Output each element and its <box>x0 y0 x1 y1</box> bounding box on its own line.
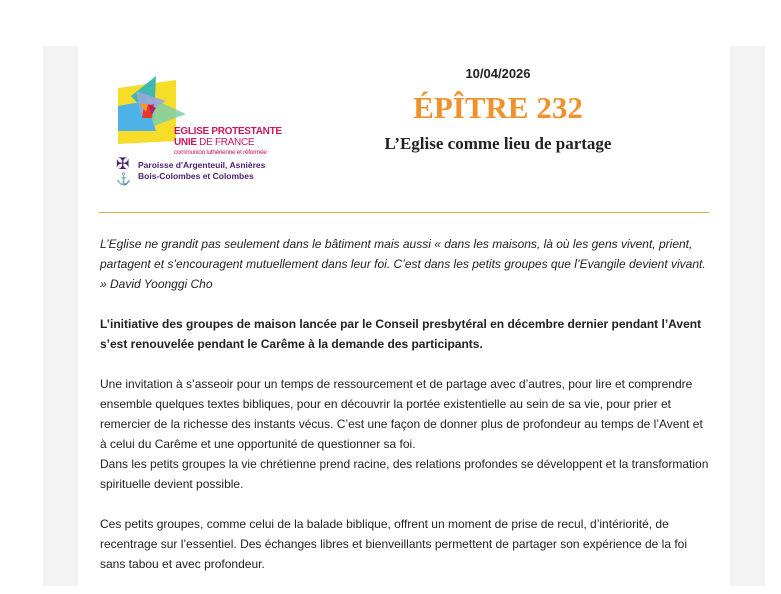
huguenot-cross-icon: ✠ ⚓ <box>116 156 131 186</box>
quote-paragraph: L’Eglise ne grandit pas seulement dans le bâtiment mais aussi « dans les maisons, là où les gens vivent, prient, partagent et s’encouragent mutuellement dans leur foi. C’est dans les petits groupes que l’Evangile devient vivant. » David Yoonggi Cho <box>100 237 706 291</box>
logo-line2a: UNIE <box>174 137 197 148</box>
paragraph-2: Ces petits groupes, comme celui de la balade biblique, offrent un moment de prise de recul, d’intériorité, de recentrage sur l’essentiel. Des échanges libres et bienveillants permettent de partager son expérience de la foi sans tabou et avec profondeur. <box>100 517 688 571</box>
church-logo <box>116 76 296 186</box>
paragraph-1b: Dans les petits groupes la vie chrétienne prend racine, des relations profondes se développent et la transformation spirituelle devient possible. <box>100 457 709 491</box>
logo-line2b: DE FRANCE <box>196 137 255 148</box>
paragraph-1: Une invitation à s’asseoir pour un temps de ressourcement et de partage avec d’autres, pour lire et comprendre ensemble quelques textes bibliques, pour en découvrir la portée existentielle au sein de sa vie, pour prier et remercier de la richesse des instants vécus. C’est une façon de donner plus de profondeur au temps de l’Avent et à celui du Carême et une opportunité de questionner sa foi. <box>100 377 703 451</box>
logo-line4: Paroisse d'Argenteuil, Asnières <box>138 160 266 170</box>
divider <box>99 212 709 213</box>
page-title: ÉPÎTRE 232 <box>413 90 583 125</box>
newsletter-card <box>78 46 730 586</box>
article-body <box>100 234 712 594</box>
page-subtitle: L’Eglise comme lieu de partage <box>384 134 612 153</box>
intro-paragraph: L’initiative des groupes de maison lancée par le Conseil presbytéral en décembre dernier pendant l’Avent s’est renouvelée pendant le Carême à la demande des participants. <box>100 317 702 351</box>
logo-line3: communion luthérienne et réformée <box>174 149 267 156</box>
date: 10/04/2026 <box>465 66 531 81</box>
logo-line1: EGLISE PROTESTANTE <box>174 126 282 137</box>
logo-line5: Bois-Colombes et Colombes <box>138 171 254 181</box>
